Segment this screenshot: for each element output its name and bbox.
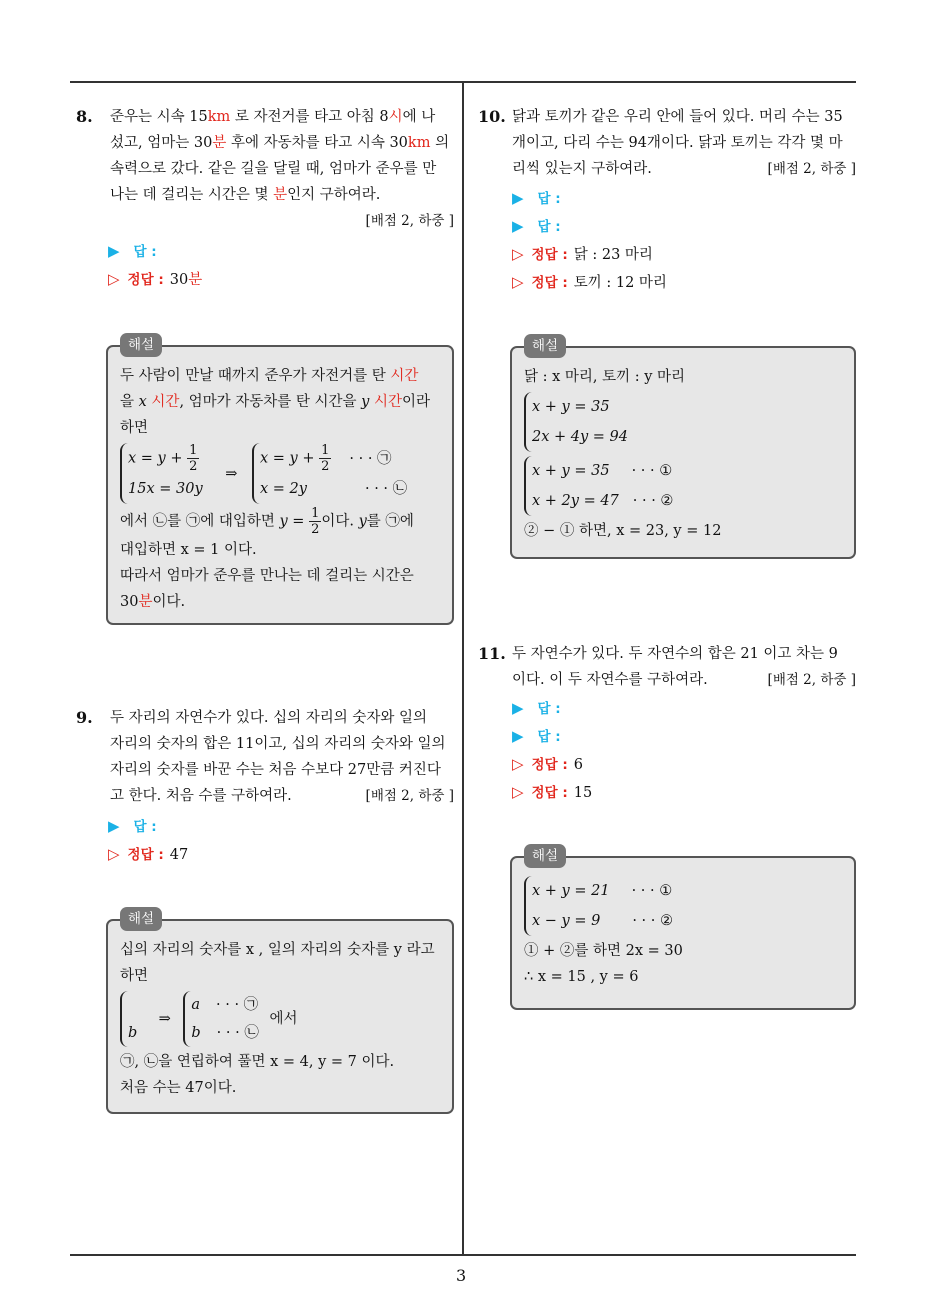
answer-label: 답 :	[537, 191, 561, 207]
correct-label: 정답 :	[531, 247, 568, 263]
answer-row	[512, 694, 592, 722]
text: 속력으로 갔다. 같은 길을 달릴 때, 엄마가 준우를 만	[110, 161, 437, 177]
marker: · · · ㉠	[216, 997, 259, 1013]
text: 에서	[269, 1011, 298, 1027]
correct-row	[512, 240, 667, 268]
play-icon: ▶	[512, 217, 524, 235]
correct-row	[512, 778, 592, 806]
solution-box-10	[510, 338, 856, 559]
text: ② − ① 하면, x = 23, y = 12	[524, 523, 722, 539]
correct-row	[512, 268, 667, 296]
text: 준우는 시속 15	[110, 109, 208, 125]
arrow-icon: ⇒	[225, 465, 238, 482]
problem-8	[76, 104, 454, 234]
triangle-outline-icon: ▷	[108, 845, 120, 863]
unit: 분	[138, 594, 153, 610]
equation: 2x + 4y = 94	[532, 429, 629, 445]
equation: b	[191, 1025, 201, 1041]
problem-text	[512, 641, 856, 693]
denominator: 2	[311, 522, 320, 537]
text: 하면	[120, 968, 149, 984]
text: 이라	[402, 394, 431, 410]
equation: x + y = 35	[532, 399, 610, 415]
text: 두 사람이 만날 때까지 준우가 자전거를 탄	[120, 368, 391, 384]
unit: 분	[212, 135, 227, 151]
problem-9	[76, 705, 454, 809]
bottom-rule	[70, 1254, 856, 1256]
marker: · · · ㉡	[364, 481, 408, 497]
equation: x = y +	[260, 450, 320, 467]
equation: 15x = 30y	[128, 481, 203, 497]
unit: 분	[188, 272, 203, 288]
problem-10	[478, 104, 856, 182]
unit: 시	[388, 109, 403, 125]
play-icon: ▶	[108, 817, 120, 835]
unit: km	[407, 135, 431, 151]
marker: · · · ②	[632, 913, 673, 929]
problem-text	[110, 705, 454, 809]
text: ∴ x = 15 , y = 6	[524, 969, 639, 985]
correct-label: 정답 :	[127, 847, 164, 863]
system	[524, 876, 673, 936]
var: y	[361, 394, 370, 410]
triangle-outline-icon: ▷	[512, 755, 524, 773]
text: 섰고, 엄마는 30	[110, 135, 213, 151]
correct-row	[512, 750, 592, 778]
answer-label: 답 :	[133, 819, 157, 835]
text: 리씩 있는지 구하여라.	[512, 161, 652, 177]
correct-row	[108, 840, 188, 868]
unit: km	[207, 109, 231, 125]
system-left	[120, 443, 203, 504]
equation: b	[128, 1025, 138, 1041]
text: 시간	[390, 368, 419, 384]
var: x	[138, 394, 147, 410]
score-tag: [배점 2, 하중 ]	[767, 161, 856, 177]
text: 두 자리의 자연수가 있다. 십의 자리의 숫자와 일의	[110, 710, 428, 726]
denominator: 2	[321, 459, 330, 474]
solution-box-11	[510, 848, 856, 1010]
text: 후에 자동차를 타고 시속 30	[226, 135, 408, 151]
equation: y =	[279, 513, 310, 530]
text: 을	[120, 394, 139, 410]
system-left	[120, 991, 142, 1047]
text: 자리의 숫자의 합은 11이고, 십의 자리의 숫자와 일의	[110, 736, 446, 752]
text: ㉠, ㉡을 연립하여 풀면 x = 4, y = 7 이다.	[120, 1054, 395, 1070]
marker: · · · ㉡	[216, 1025, 259, 1041]
marker: · · · ①	[631, 883, 673, 899]
column-divider	[462, 81, 464, 1255]
correct-value: 15	[573, 785, 593, 801]
unit: 분	[273, 187, 288, 203]
answers-11	[512, 694, 592, 806]
text: 이다.	[152, 594, 186, 610]
text: 하면	[120, 420, 149, 436]
text: 개이고, 다리 수는 94개이다. 닭과 토끼는 각각 몇 마	[512, 135, 843, 151]
text: 이다. 이 두 자연수를 구하여라.	[512, 672, 708, 688]
answer-row	[512, 184, 667, 212]
text: 에서 ㉡를 ㉠에 대입하면	[120, 513, 280, 530]
play-icon: ▶	[512, 189, 524, 207]
problem-11	[478, 641, 856, 693]
equation: a	[191, 997, 201, 1013]
text: 시간	[369, 394, 402, 410]
text: 를 ㉠에	[366, 513, 414, 530]
correct-label: 정답 :	[531, 785, 568, 801]
play-icon: ▶	[512, 727, 524, 745]
denominator: 2	[189, 459, 198, 474]
system-right	[252, 443, 407, 504]
text: 고 한다. 처음 수를 구하여라.	[110, 788, 292, 804]
text: 따라서 엄마가 준우를 만나는 데 걸리는 시간은	[120, 568, 414, 584]
text: 자리의 숫자를 바꾼 수는 처음 수보다 27만큼 커진다	[110, 762, 441, 778]
equation-system	[120, 989, 440, 1049]
answers-8	[108, 237, 202, 293]
text: 십의 자리의 숫자를 x , 일의 자리의 숫자를 y 라고	[120, 942, 435, 958]
text: 나는 데 걸리는 시간은 몇	[110, 187, 274, 203]
triangle-outline-icon: ▷	[512, 245, 524, 263]
equation: x = y +	[128, 450, 188, 467]
fraction	[319, 443, 331, 474]
text: 닭과 토끼가 같은 우리 안에 들어 있다. 머리 수는 35	[512, 109, 843, 125]
problem-number: 9.	[76, 708, 93, 727]
answer-row	[108, 812, 188, 840]
answer-label: 답 :	[537, 701, 561, 717]
score-tag: [배점 2, 하중 ]	[365, 213, 454, 229]
play-icon: ▶	[512, 699, 524, 717]
correct-value: 6	[573, 757, 583, 773]
equation: x + 2y = 47	[532, 493, 619, 509]
correct-label: 정답 :	[127, 272, 164, 288]
problem-text	[110, 104, 454, 229]
answer-row	[512, 722, 592, 750]
problem-number: 10.	[478, 107, 506, 126]
fraction	[309, 506, 321, 537]
answers-9	[108, 812, 188, 868]
solution-tag: 해설	[120, 907, 162, 931]
equation: x + y = 21	[532, 883, 610, 899]
arrow-icon: ⇒	[158, 1011, 171, 1027]
correct-row	[108, 265, 202, 293]
correct-value: 30	[169, 272, 189, 288]
text: 의	[430, 135, 450, 151]
score-tag: [배점 2, 하중 ]	[767, 672, 856, 688]
equation: x + y = 35	[532, 463, 610, 479]
solution-box-9	[106, 911, 454, 1114]
text: 시간	[146, 394, 180, 410]
text: 두 자연수가 있다. 두 자연수의 합은 21 이고 차는 9	[512, 646, 838, 662]
correct-label: 정답 :	[531, 275, 568, 291]
play-icon: ▶	[108, 242, 120, 260]
text: 로 자전거를 타고 아침 8	[230, 109, 389, 125]
text: 30	[120, 594, 139, 610]
problem-number: 11.	[478, 644, 506, 663]
solution-box-8	[106, 337, 454, 625]
answer-row	[512, 212, 667, 240]
solution-tag: 해설	[524, 334, 566, 358]
equation-system	[120, 441, 440, 506]
text: 이다.	[321, 513, 359, 530]
system-2	[524, 456, 673, 516]
problem-number: 8.	[76, 107, 93, 126]
correct-value: 47	[169, 847, 189, 863]
correct-value: 토끼 : 12 마리	[573, 275, 667, 291]
numerator: 1	[189, 443, 198, 458]
equation: x = 2y	[260, 481, 307, 497]
text: 닭 : x 마리, 토끼 : y 마리	[524, 369, 686, 385]
solution-tag: 해설	[524, 844, 566, 868]
triangle-outline-icon: ▷	[108, 270, 120, 288]
text: ① + ②를 하면 2x = 30	[524, 943, 683, 959]
text: 대입하면 x = 1 이다.	[120, 542, 257, 558]
marker: · · · ㉠	[349, 450, 392, 467]
triangle-outline-icon: ▷	[512, 783, 524, 801]
answer-row	[108, 237, 202, 265]
text: 인지 구하여라.	[287, 187, 381, 203]
score-tag: [배점 2, 하중 ]	[365, 788, 454, 804]
marker: · · · ①	[631, 463, 673, 479]
answer-label: 답 :	[537, 729, 561, 745]
solution-tag: 해설	[120, 333, 162, 357]
answer-label: 답 :	[133, 244, 157, 260]
fraction	[187, 443, 199, 474]
answer-label: 답 :	[537, 219, 561, 235]
triangle-outline-icon: ▷	[512, 273, 524, 291]
system-right	[183, 991, 258, 1047]
text: 에 나	[402, 109, 436, 125]
equation: x − y = 9	[532, 913, 601, 929]
numerator: 1	[311, 506, 320, 521]
marker: · · · ②	[632, 493, 674, 509]
correct-value: 닭 : 23 마리	[573, 247, 653, 263]
text: 처음 수는 47이다.	[120, 1080, 237, 1096]
system-1	[524, 392, 628, 452]
var: y	[358, 513, 367, 530]
correct-label: 정답 :	[531, 757, 568, 773]
text: , 엄마가 자동차를 탄 시간을	[179, 394, 362, 410]
numerator: 1	[321, 443, 330, 458]
page-number: 3	[456, 1266, 467, 1285]
answers-10	[512, 184, 667, 296]
problem-text	[512, 104, 856, 182]
